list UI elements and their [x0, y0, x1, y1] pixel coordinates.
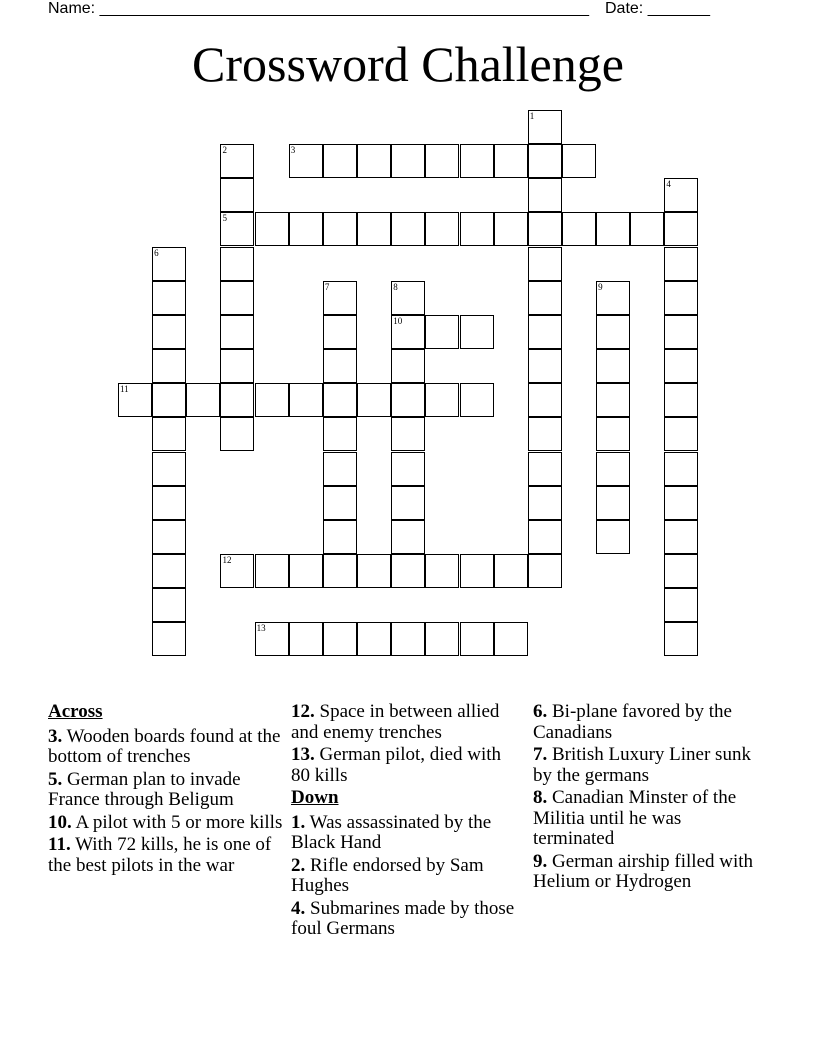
grid-cell[interactable] — [152, 247, 186, 281]
grid-cell[interactable] — [391, 486, 425, 520]
grid-cell[interactable] — [664, 452, 698, 486]
cell-number: 1 — [529, 111, 535, 121]
grid-cell[interactable] — [664, 247, 698, 281]
grid-cell[interactable] — [391, 281, 425, 315]
cell-number: 5 — [222, 213, 227, 224]
grid-cell[interactable] — [664, 212, 698, 246]
grid-cell[interactable] — [425, 622, 459, 656]
across-clue-13: 13. German pilot, died with 80 kills — [291, 744, 502, 786]
grid-cell[interactable] — [596, 486, 630, 520]
grid-cell[interactable] — [664, 622, 698, 656]
grid-cell[interactable] — [289, 383, 323, 417]
grid-cell[interactable] — [220, 247, 254, 281]
grid-cell[interactable] — [391, 622, 425, 656]
grid-cell[interactable] — [152, 417, 186, 451]
grid-cell[interactable] — [220, 178, 254, 212]
down-clue-4: 4. Submarines made by those foul Germans — [291, 897, 515, 939]
grid-cell[interactable] — [664, 281, 698, 315]
grid-cell[interactable] — [494, 622, 528, 656]
grid-cell[interactable] — [391, 417, 425, 451]
across-clue-11: 11. With 72 kills, he is one of the best pilots in the war — [48, 834, 272, 876]
grid-cell[interactable] — [528, 383, 562, 417]
cell-number: 13 — [256, 623, 266, 634]
grid-cell[interactable] — [289, 212, 323, 246]
grid-cell[interactable] — [528, 247, 562, 281]
cell-number: 3 — [290, 145, 296, 156]
cell-number: 7 — [324, 281, 330, 292]
grid-cell[interactable] — [391, 383, 425, 417]
grid-cell[interactable] — [220, 144, 254, 178]
cell-number: 12 — [222, 554, 232, 565]
grid-cell[interactable] — [255, 383, 289, 417]
grid-cell[interactable] — [323, 417, 357, 451]
grid-cell[interactable] — [460, 554, 494, 588]
grid-cell[interactable] — [323, 622, 357, 656]
grid-cell[interactable] — [152, 315, 186, 349]
grid-cell[interactable] — [528, 417, 562, 451]
grid-cell[interactable] — [425, 144, 459, 178]
name-blank[interactable]: _______________________________________________________ — [99, 0, 589, 17]
grid-cell[interactable] — [152, 622, 186, 656]
grid-cell[interactable] — [391, 144, 425, 178]
clue-column-3 — [533, 702, 763, 895]
grid-cell[interactable] — [528, 486, 562, 520]
grid-cell[interactable] — [596, 315, 630, 349]
grid-cell[interactable] — [664, 588, 698, 622]
grid-cell[interactable] — [460, 144, 494, 178]
grid-cell[interactable] — [664, 417, 698, 451]
grid-cell[interactable] — [391, 452, 425, 486]
grid-cell[interactable] — [357, 554, 391, 588]
grid-cell[interactable] — [596, 281, 630, 315]
across-clue-10: 10. A pilot with 5 or more kills — [48, 811, 283, 833]
grid-cell[interactable] — [323, 383, 357, 417]
grid-cell[interactable] — [494, 144, 528, 178]
grid-cell[interactable] — [494, 212, 528, 246]
cell-number: 6 — [154, 247, 159, 258]
down-clue-1: 1. Was assassinated by the Black Hand — [291, 811, 492, 853]
grid-cell[interactable] — [664, 486, 698, 520]
cell-number: 4 — [666, 179, 671, 190]
grid-cell[interactable] — [664, 383, 698, 417]
grid-cell[interactable] — [528, 315, 562, 349]
down-clue-7: 7. British Luxury Liner sunk by the germans — [533, 744, 751, 786]
grid-cell[interactable] — [255, 212, 289, 246]
grid-cell[interactable] — [152, 520, 186, 554]
grid-cell[interactable] — [118, 383, 152, 417]
grid-cell[interactable] — [528, 178, 562, 212]
grid-cell[interactable] — [425, 315, 459, 349]
grid-cell[interactable] — [528, 520, 562, 554]
grid-cell[interactable] — [220, 315, 254, 349]
across-clue-12: 12. Space in between allied and enemy trenches — [291, 701, 500, 743]
grid-cell[interactable] — [494, 554, 528, 588]
grid-cell[interactable] — [460, 383, 494, 417]
grid-cell[interactable] — [220, 281, 254, 315]
grid-cell[interactable] — [255, 554, 289, 588]
date-blank[interactable]: _______ — [647, 0, 710, 17]
across-clue-3: 3. Wooden boards found at the bottom of trenches — [48, 725, 281, 767]
grid-cell[interactable] — [391, 520, 425, 554]
grid-cell[interactable] — [528, 281, 562, 315]
grid-cell[interactable] — [186, 383, 220, 417]
grid-cell[interactable] — [562, 212, 596, 246]
grid-cell[interactable] — [664, 315, 698, 349]
grid-cell[interactable] — [152, 383, 186, 417]
grid-cell[interactable] — [152, 588, 186, 622]
grid-cell[interactable] — [152, 486, 186, 520]
grid-cell[interactable] — [460, 622, 494, 656]
page-title: Crossword Challenge — [192, 36, 624, 92]
grid-cell[interactable] — [152, 452, 186, 486]
grid-cell[interactable] — [596, 520, 630, 554]
grid-cell[interactable] — [323, 554, 357, 588]
grid-cell[interactable] — [323, 144, 357, 178]
grid-cell[interactable] — [664, 520, 698, 554]
grid-cell[interactable] — [596, 349, 630, 383]
grid-cell[interactable] — [664, 178, 698, 212]
grid-cell[interactable] — [391, 554, 425, 588]
grid-cell[interactable] — [596, 383, 630, 417]
across-clue-5: 5. German plan to invade France through Beligum — [48, 768, 241, 810]
cell-number: 10 — [393, 315, 403, 326]
grid-cell[interactable] — [596, 212, 630, 246]
grid-cell[interactable] — [152, 349, 186, 383]
grid-cell[interactable] — [323, 212, 357, 246]
grid-cell[interactable] — [460, 212, 494, 246]
grid-cell[interactable] — [323, 486, 357, 520]
grid-cell[interactable] — [152, 281, 186, 315]
grid-cell[interactable] — [220, 212, 254, 246]
grid-cell[interactable] — [357, 144, 391, 178]
grid-cell[interactable] — [596, 452, 630, 486]
grid-cell[interactable] — [562, 144, 596, 178]
grid-cell[interactable] — [425, 383, 459, 417]
cell-number: 8 — [393, 281, 398, 292]
name-label: Name: — [48, 0, 96, 17]
across-heading: Across — [48, 701, 103, 722]
down-heading: Down — [291, 787, 339, 808]
clue-column-1 — [48, 702, 284, 878]
grid-cell[interactable] — [289, 554, 323, 588]
grid-cell[interactable] — [323, 520, 357, 554]
grid-cell[interactable] — [220, 383, 254, 417]
grid-cell[interactable] — [323, 315, 357, 349]
grid-cell[interactable] — [528, 144, 562, 178]
grid-cell[interactable] — [323, 349, 357, 383]
cell-number: 11 — [120, 384, 129, 395]
grid-cell[interactable] — [220, 349, 254, 383]
date-label: Date: — [605, 0, 644, 17]
grid-cell[interactable] — [664, 349, 698, 383]
grid-cell[interactable] — [391, 315, 425, 349]
grid-cell[interactable] — [528, 452, 562, 486]
grid-cell[interactable] — [152, 554, 186, 588]
cell-number: 2 — [222, 145, 227, 156]
grid-cell[interactable] — [323, 452, 357, 486]
grid-cell[interactable] — [357, 622, 391, 656]
cell-number: 9 — [598, 281, 603, 292]
grid-cell[interactable] — [255, 622, 289, 656]
grid-cell[interactable] — [528, 110, 562, 144]
down-clue-2: 2. Rifle endorsed by Sam Hughes — [291, 854, 484, 896]
grid-cell[interactable] — [596, 417, 630, 451]
grid-cell[interactable] — [289, 144, 323, 178]
grid-cell[interactable] — [528, 349, 562, 383]
grid-cell[interactable] — [289, 622, 323, 656]
grid-cell[interactable] — [391, 212, 425, 246]
grid-cell[interactable] — [630, 212, 664, 246]
grid-cell[interactable] — [220, 554, 254, 588]
grid-cell[interactable] — [425, 554, 459, 588]
grid-cell[interactable] — [528, 554, 562, 588]
grid-cell[interactable] — [220, 417, 254, 451]
grid-cell[interactable] — [425, 212, 459, 246]
grid-cell[interactable] — [391, 349, 425, 383]
grid-cell[interactable] — [357, 383, 391, 417]
down-clue-8: 8. Canadian Minster of the Militia until he was terminated — [533, 787, 737, 849]
clue-column-2 — [291, 702, 519, 942]
grid-cell[interactable] — [664, 554, 698, 588]
down-clue-6: 6. Bi-plane favored by the Canadians — [533, 701, 732, 743]
down-clue-9: 9. German airship filled with Helium or Hydrogen — [533, 850, 754, 892]
grid-cell[interactable] — [323, 281, 357, 315]
grid-cell[interactable] — [357, 212, 391, 246]
grid-cell[interactable] — [528, 212, 562, 246]
grid-cell[interactable] — [460, 315, 494, 349]
